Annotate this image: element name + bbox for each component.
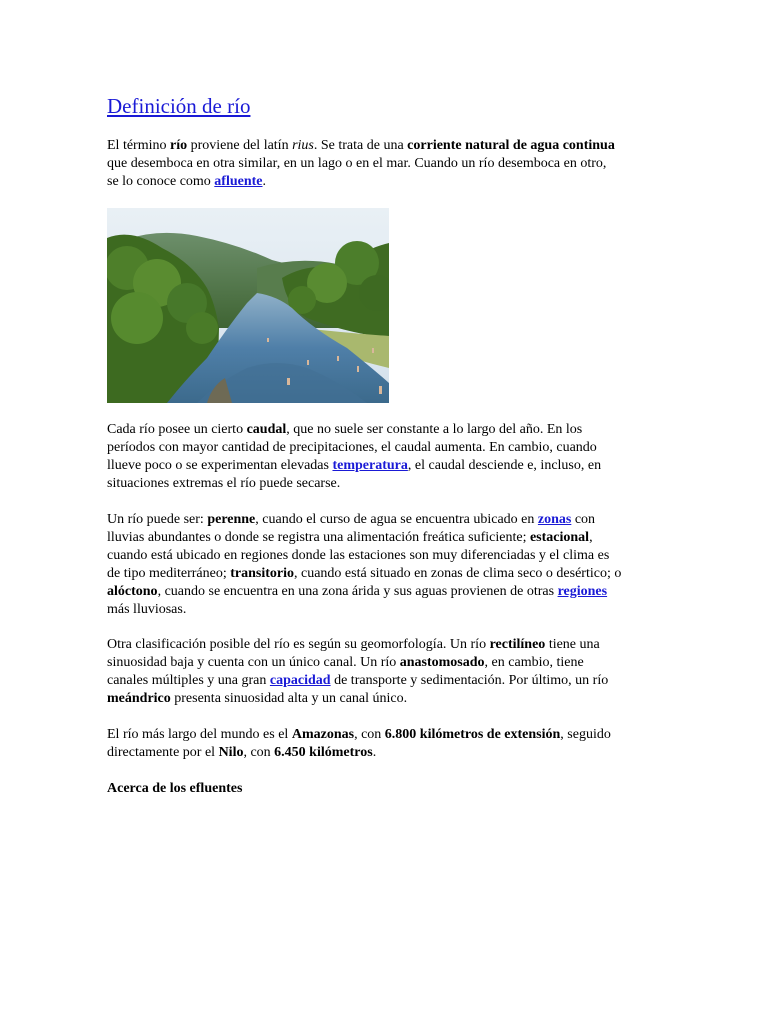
river-photo xyxy=(107,208,389,403)
bold-text: rectilíneo xyxy=(489,637,546,652)
bold-text: perenne xyxy=(207,512,256,527)
text: , el caudal desciende e, incluso, en xyxy=(407,458,602,473)
text: El río más largo del mundo es el xyxy=(107,727,292,742)
text: situaciones extremas el río puede secarse. xyxy=(107,476,341,491)
link-capacidad[interactable]: capacidad xyxy=(269,673,331,688)
text: , cuando se encuentra en una zona árida y sus aguas provienen de otras xyxy=(157,584,558,599)
text: . xyxy=(262,174,267,189)
bold-text: meándrico xyxy=(107,691,171,706)
text: , que no suele ser constante a lo largo del año. En los xyxy=(286,422,583,437)
text: canales múltiples y una gran xyxy=(107,673,270,688)
link-afluente[interactable]: afluente xyxy=(214,174,263,189)
text: tiene una xyxy=(545,637,600,652)
text: . xyxy=(372,745,377,760)
text: de tipo mediterráneo; xyxy=(107,566,231,581)
title-link[interactable]: Definición de río xyxy=(107,94,251,118)
text: Cada río posee un cierto xyxy=(107,422,247,437)
text: llueve poco o se experimentan elevadas xyxy=(107,458,333,473)
text: . Se trata de una xyxy=(313,138,408,153)
paragraph-geomorphology xyxy=(107,636,667,708)
text: Un río puede ser: xyxy=(107,512,208,527)
text: , con xyxy=(243,745,275,760)
text: , en cambio, tiene xyxy=(484,655,584,670)
river-landscape-image xyxy=(107,208,389,403)
text: proviene del latín xyxy=(187,138,293,153)
section-heading-efluentes: Acerca de los efluentes xyxy=(107,781,243,796)
text: , xyxy=(589,530,593,545)
text: , cuando el curso de agua se encuentra ubicado en xyxy=(255,512,538,527)
paragraph-caudal xyxy=(107,421,667,493)
text: períodos con mayor cantidad de precipitaciones, el caudal aumenta. En cambio, cuando xyxy=(107,440,597,455)
bold-text: estacional xyxy=(529,530,590,545)
bold-text: anastomosado xyxy=(399,655,485,670)
bold-text: alóctono xyxy=(107,584,158,599)
bold-text: transitorio xyxy=(230,566,294,581)
text: lluvias abundantes o donde se registra una alimentación freática suficiente; xyxy=(107,530,530,545)
link-zonas[interactable]: zonas xyxy=(537,512,572,527)
text: Otra clasificación posible del río es según su geomorfología. Un río xyxy=(107,637,490,652)
text: de transporte y sedimentación. Por último, un río xyxy=(330,673,609,688)
bold-text: 6.450 kilómetros xyxy=(274,745,373,760)
bold-text: río xyxy=(170,138,188,153)
paragraph-longest-river xyxy=(107,726,667,762)
text: con xyxy=(571,512,596,527)
text: , con xyxy=(354,727,385,742)
text: directamente por el xyxy=(107,745,219,760)
text: , cuando está situado en zonas de clima seco o desértico; o xyxy=(294,566,622,581)
bold-text: caudal xyxy=(246,422,287,437)
link-regiones[interactable]: regiones xyxy=(557,584,608,599)
text: cuando está ubicado en regiones donde las estaciones son muy diferenciadas y el clima es xyxy=(107,548,610,563)
link-temperatura[interactable]: temperatura xyxy=(332,458,408,473)
page-title xyxy=(107,92,250,120)
bold-text: Amazonas xyxy=(291,727,355,742)
text: se lo conoce como xyxy=(107,174,215,189)
bold-text: Nilo xyxy=(218,745,244,760)
text: presenta sinuosidad alta y un canal único. xyxy=(170,691,408,706)
text: , seguido xyxy=(560,727,611,742)
text: sinuosidad baja y cuenta con un único canal. Un río xyxy=(107,655,400,670)
text: más lluviosas. xyxy=(107,602,187,617)
italic-text: rius xyxy=(292,138,314,153)
bold-text: 6.800 kilómetros de extensión xyxy=(384,727,561,742)
paragraph-types xyxy=(107,511,667,619)
paragraph-intro xyxy=(107,137,667,191)
bold-text: corriente natural de agua continua xyxy=(407,138,615,153)
text: que desemboca en otra similar, en un lago o en el mar. Cuando un río desemboca en otro, xyxy=(107,156,607,171)
text: El término xyxy=(107,138,170,153)
